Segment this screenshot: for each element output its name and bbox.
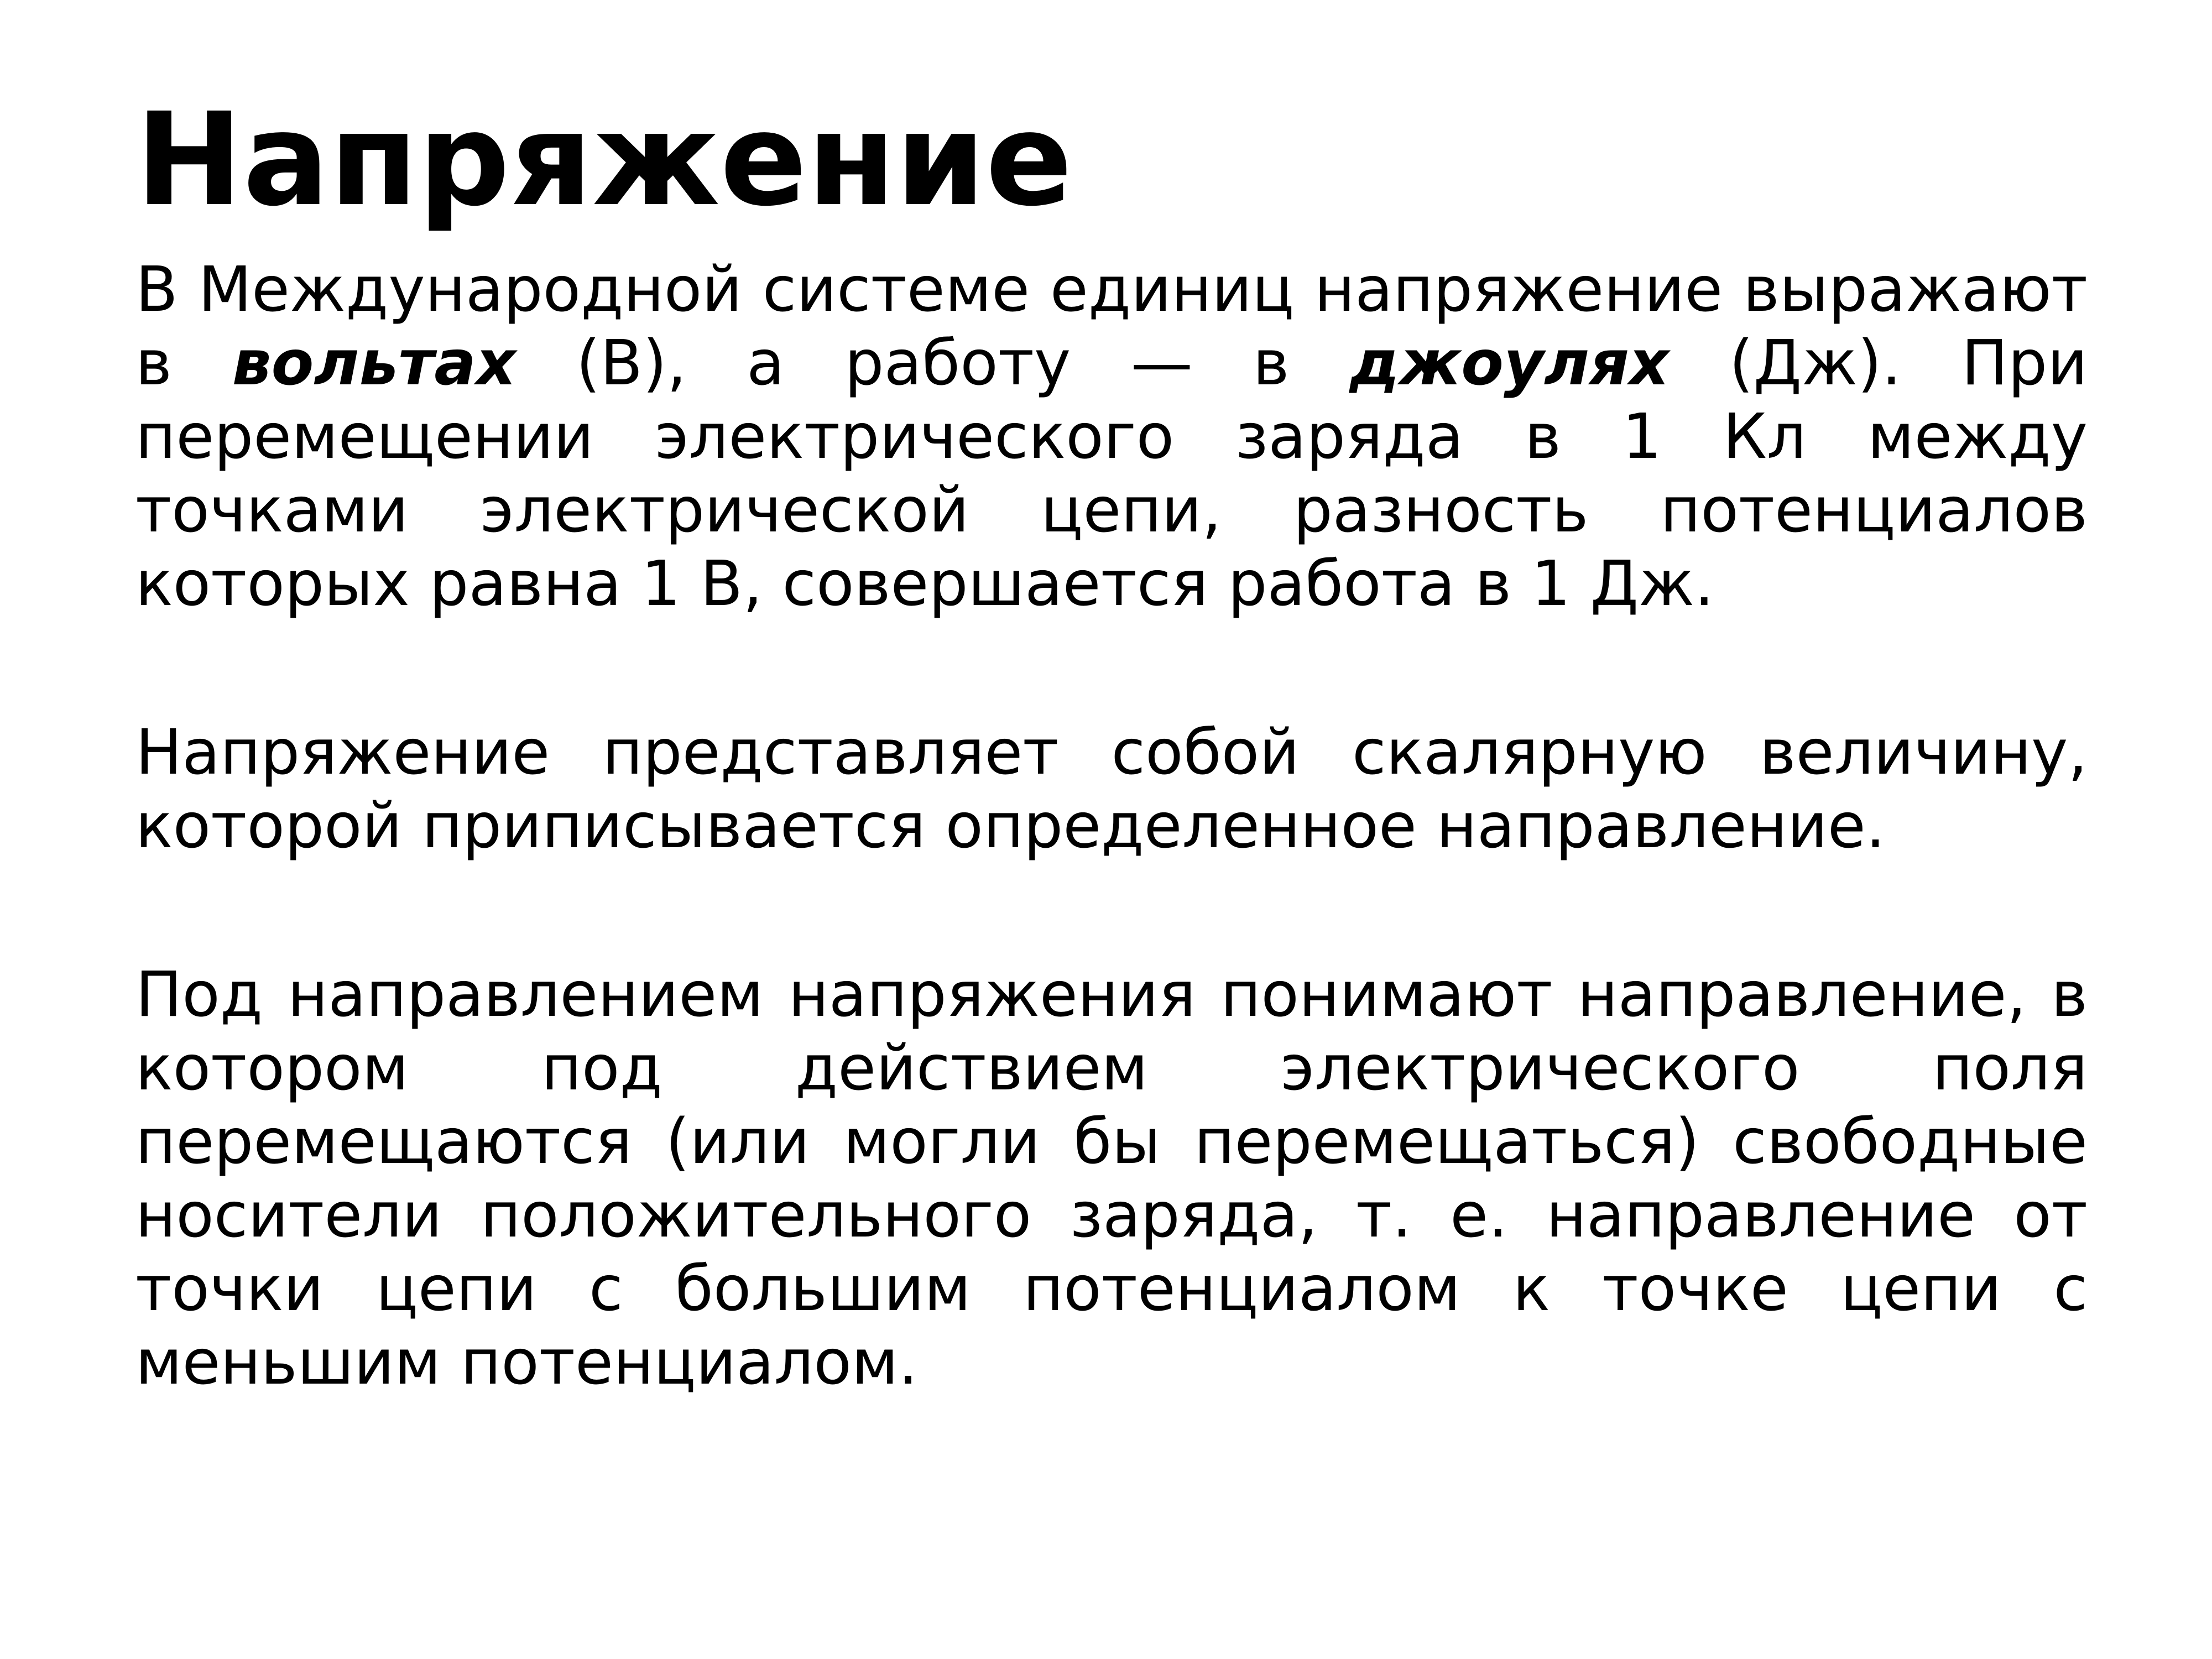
paragraph-text: (В), а работу — в xyxy=(516,327,1350,399)
paragraph-scalar: Напряжение представляет собой скалярную величину, которой приписывается определенное направление. xyxy=(135,717,2088,862)
paragraph-text: (Дж). При перемещении электрического заряда в 1 Кл между точками электрической цепи, разность потенциалов которых равна 1 В, совершается работа в 1 Дж. xyxy=(135,327,2088,620)
term-joules: джоулях xyxy=(1349,327,1670,399)
paragraph-direction: Под направлением напряжения понимают направление, в котором под действием электрического поля перемещаются (или могли бы перемещаться) свободные носители положительного заряда, т. е. направление от точки цепи с большим потенциалом к точке цепи с меньшим потенциалом. xyxy=(135,959,2088,1399)
slide-body xyxy=(135,253,2088,1400)
paragraph-si-units xyxy=(135,253,2088,621)
term-volts: вольтах xyxy=(232,327,517,399)
slide-title: Напряжение xyxy=(135,85,1073,234)
paragraph-text: В Международной системе единиц напряжение выражают в xyxy=(135,254,2088,399)
